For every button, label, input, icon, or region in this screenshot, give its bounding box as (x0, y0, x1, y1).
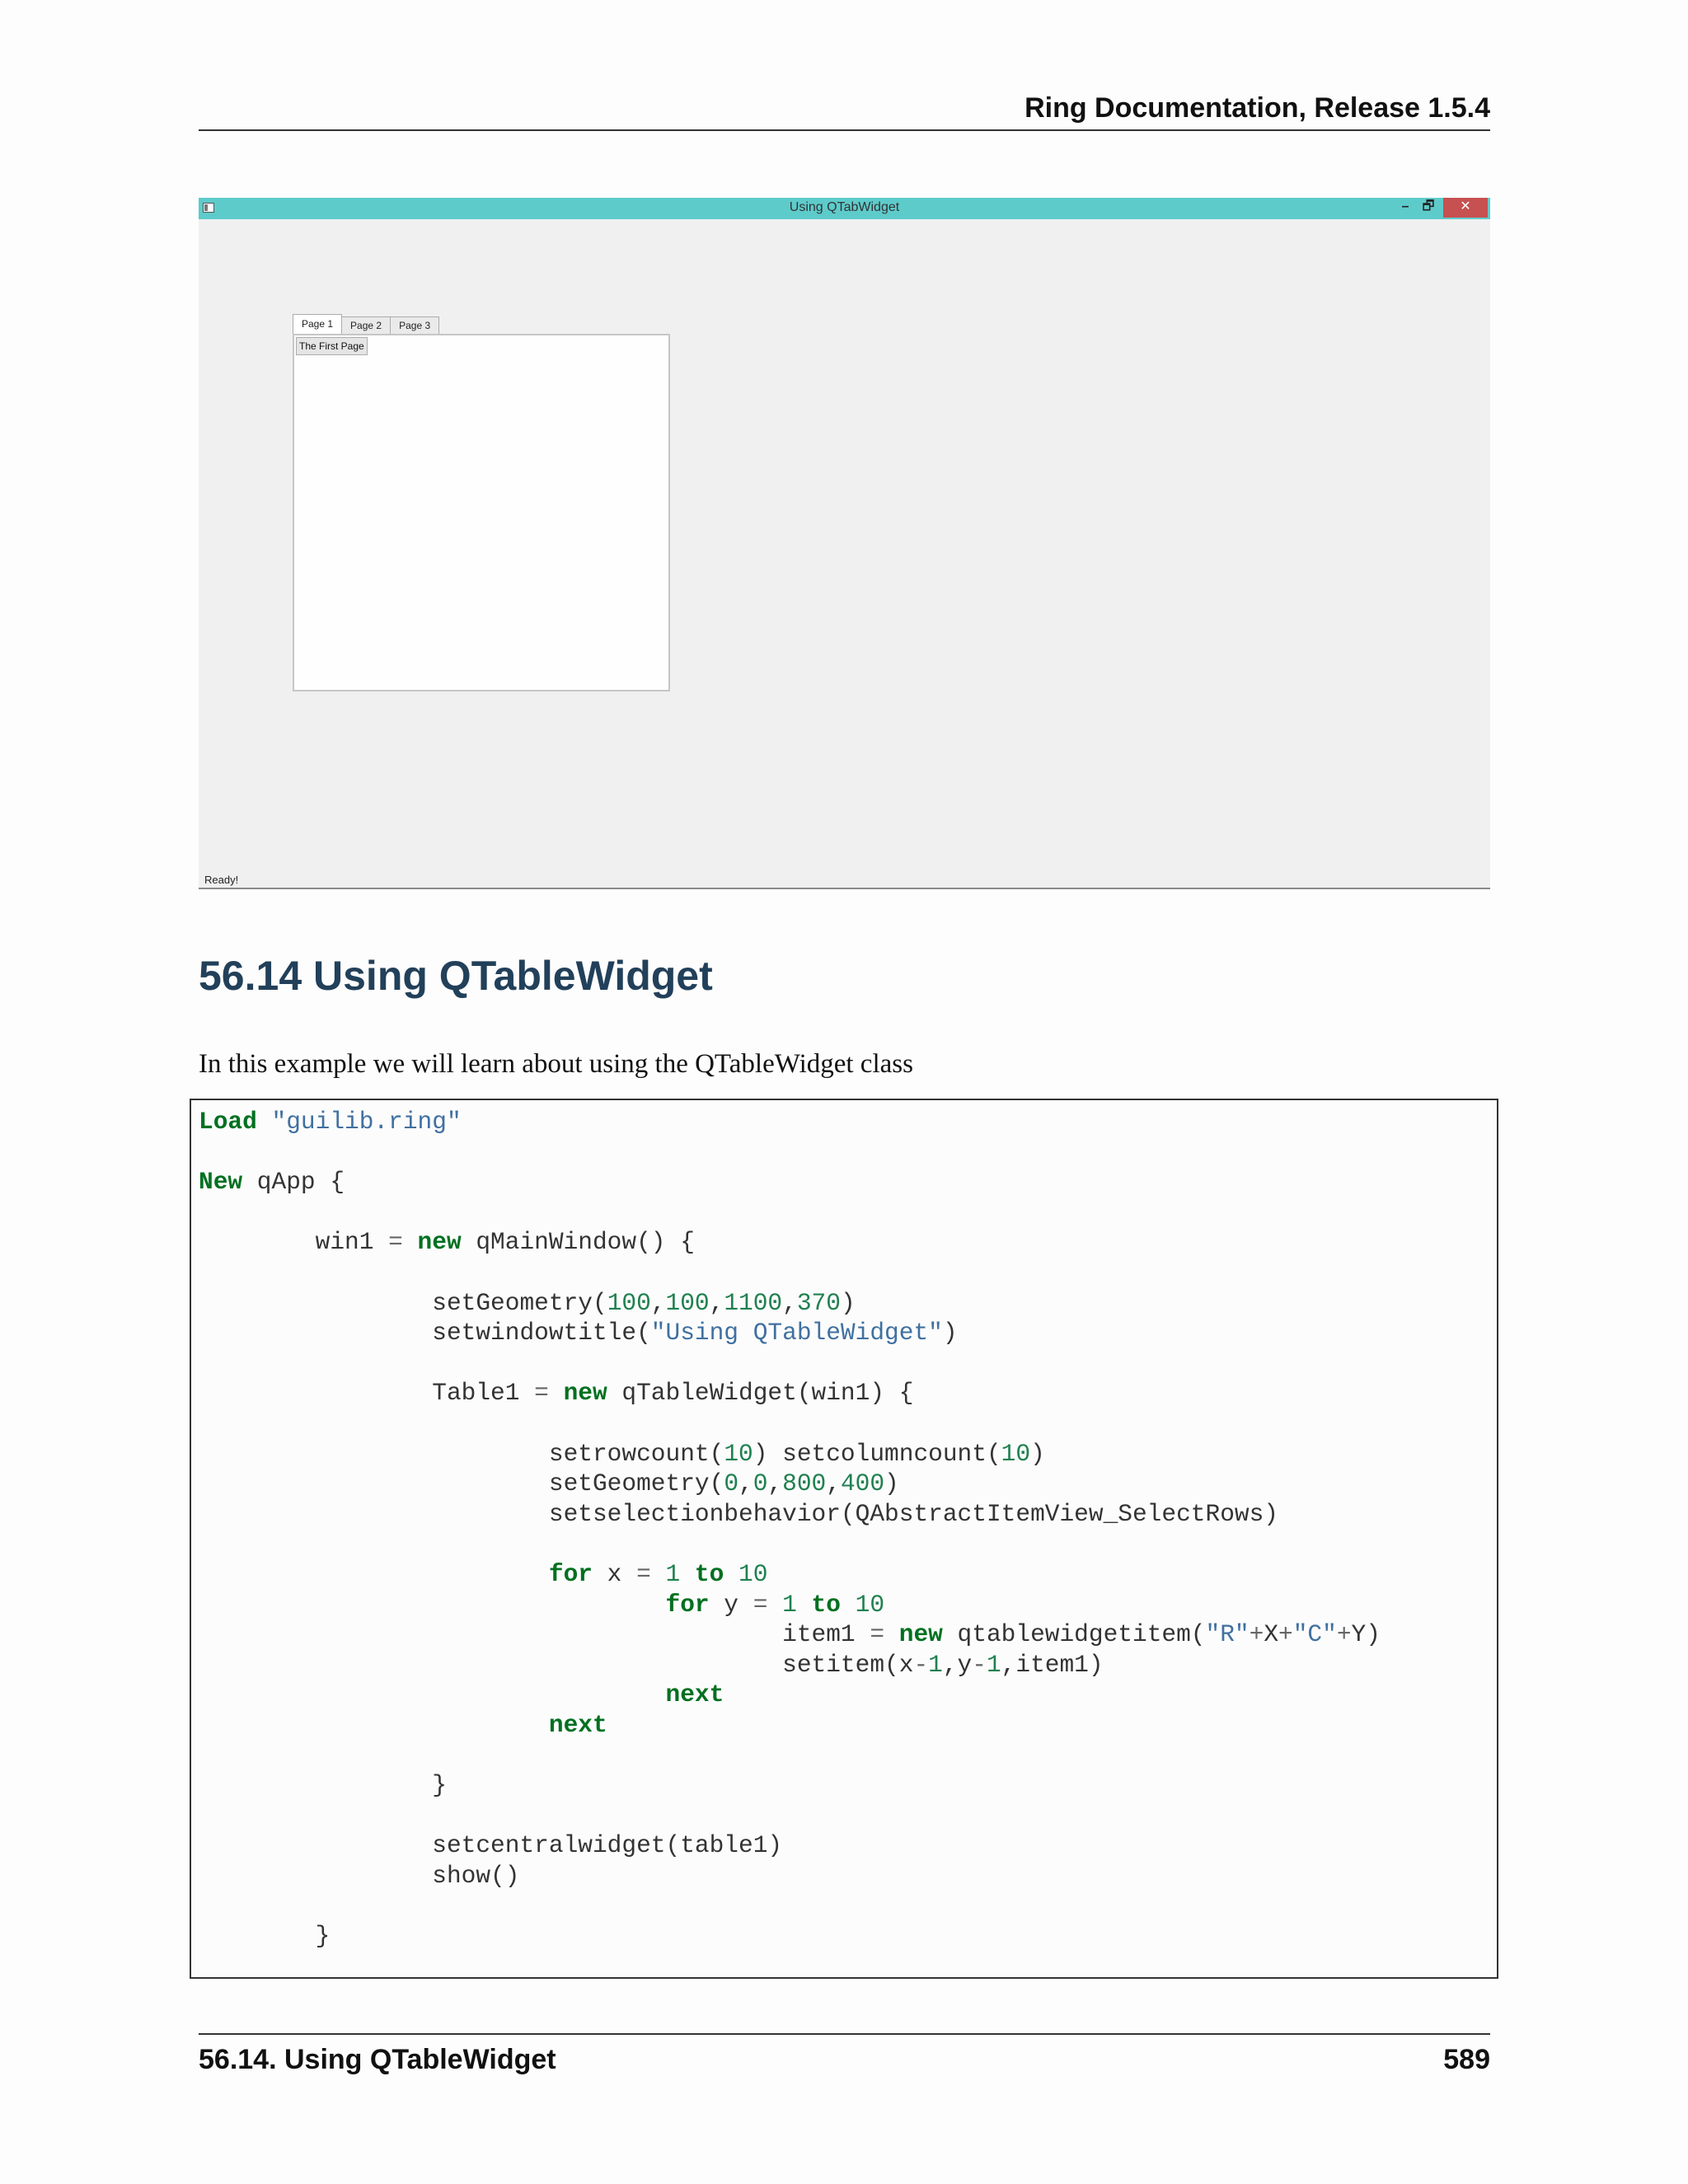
code-token: setitem(x (199, 1650, 914, 1679)
code-line (199, 1408, 1381, 1439)
code-token: setselectionbehavior(QAbstractItemView_SelectRows) (199, 1499, 1279, 1528)
close-icon[interactable]: ✕ (1443, 198, 1488, 218)
code-token: qApp { (242, 1168, 345, 1197)
code-token: , (738, 1469, 753, 1498)
tab-page-2[interactable]: Page 2 (341, 316, 391, 335)
code-token: setGeometry( (199, 1469, 724, 1498)
code-line (199, 1378, 1381, 1408)
code-token: ) (1030, 1439, 1045, 1468)
code-token: - (972, 1650, 987, 1679)
code-line (199, 1499, 1381, 1530)
code-token: X (1264, 1620, 1279, 1649)
code-token (199, 1711, 549, 1739)
status-bar-text: Ready! (204, 874, 239, 886)
code-token: y (709, 1590, 753, 1619)
code-token: New (199, 1168, 243, 1197)
code-line (199, 1258, 1381, 1288)
code-token: 1100 (724, 1288, 783, 1317)
code-lines (199, 1107, 1381, 1952)
code-token: new (417, 1228, 462, 1257)
code-block (190, 1099, 1498, 1979)
code-token: setGeometry( (199, 1288, 607, 1317)
restore-icon[interactable]: 🗗 (1422, 199, 1435, 213)
code-token: 1 (928, 1650, 943, 1679)
code-line (199, 1529, 1381, 1559)
code-token: , (826, 1469, 841, 1498)
code-token: ) (840, 1288, 856, 1317)
code-token: "R" (1205, 1620, 1250, 1649)
code-token (797, 1591, 812, 1619)
code-token: "guilib.ring" (271, 1108, 462, 1136)
code-token (724, 1560, 738, 1588)
code-line (199, 1137, 1381, 1168)
code-token: ) (884, 1469, 899, 1498)
code-line (199, 1891, 1381, 1921)
code-token: } (199, 1771, 447, 1800)
minimize-icon[interactable]: – (1401, 199, 1409, 213)
tab-page-1[interactable]: Page 1 (293, 314, 342, 335)
code-token: Y) (1351, 1620, 1381, 1649)
code-token: 10 (1001, 1439, 1031, 1468)
code-token (403, 1228, 418, 1256)
tab-bar (293, 314, 438, 335)
code-token (841, 1591, 856, 1619)
code-token: 800 (782, 1469, 827, 1498)
code-token: 10 (738, 1559, 768, 1588)
window-title: Using QTabWidget (789, 200, 900, 214)
code-token: ) setcolumncount( (753, 1439, 1001, 1468)
code-token: setwindowtitle( (199, 1319, 651, 1347)
code-line (199, 1710, 1381, 1741)
code-token: , (709, 1288, 724, 1317)
page-number: 589 (1443, 2044, 1490, 2075)
code-line (199, 1227, 1381, 1258)
code-token: , (767, 1469, 783, 1498)
code-token: 1 (986, 1650, 1001, 1679)
first-page-button[interactable]: The First Page (296, 337, 368, 355)
code-line (199, 1921, 1381, 1952)
code-token: setrowcount( (199, 1439, 724, 1468)
code-token: x (592, 1559, 637, 1588)
code-token: 1 (665, 1559, 681, 1588)
code-line (199, 1619, 1381, 1650)
code-line (199, 1770, 1381, 1801)
code-line (199, 1801, 1381, 1831)
code-token: 100 (665, 1288, 710, 1317)
code-line (199, 1318, 1381, 1348)
code-token: + (1278, 1620, 1293, 1649)
code-token: 1 (782, 1590, 797, 1619)
code-token (199, 1560, 549, 1588)
code-token: } (199, 1922, 331, 1951)
code-token: setcentralwidget(table1) (199, 1831, 783, 1860)
code-token (257, 1108, 272, 1136)
tab-page-3[interactable]: Page 3 (390, 316, 439, 335)
code-token: new (898, 1620, 943, 1649)
code-token: "C" (1292, 1620, 1337, 1649)
code-token (767, 1591, 782, 1619)
code-token: = (636, 1559, 651, 1588)
code-token: next (665, 1680, 724, 1709)
code-token: , (782, 1288, 797, 1317)
code-token: show() (199, 1861, 520, 1890)
window-titlebar[interactable] (199, 198, 1490, 219)
code-token: = (870, 1620, 885, 1649)
code-token: 400 (840, 1469, 885, 1498)
code-token: = (753, 1590, 768, 1619)
code-token (549, 1379, 564, 1407)
code-line (199, 1197, 1381, 1228)
code-line (199, 1740, 1381, 1770)
code-token: "Using QTableWidget" (650, 1319, 943, 1347)
code-token (199, 1680, 666, 1708)
code-token: to (811, 1590, 841, 1619)
code-token: 100 (607, 1288, 651, 1317)
code-token: 10 (724, 1439, 753, 1468)
code-token: 370 (796, 1288, 841, 1317)
code-line (199, 1288, 1381, 1319)
header-rule (199, 129, 1490, 131)
code-token: = (534, 1379, 549, 1408)
code-token: next (548, 1710, 607, 1739)
running-header: Ring Documentation, Release 1.5.4 (1025, 92, 1490, 124)
code-token: 0 (753, 1469, 768, 1498)
code-token: for (665, 1590, 710, 1619)
code-token: 10 (855, 1590, 885, 1619)
code-token (884, 1620, 899, 1648)
footer-section-title: 56.14. Using QTableWidget (199, 2044, 556, 2075)
section-heading: 56.14 Using QTableWidget (199, 953, 713, 999)
intro-paragraph: In this example we will learn about using the QTableWidget class (199, 1049, 913, 1079)
code-token: Load (199, 1108, 257, 1136)
code-token (199, 1591, 666, 1619)
code-token: = (388, 1228, 403, 1257)
code-token: ) (942, 1319, 958, 1347)
code-token (651, 1560, 666, 1588)
qt-window-screenshot (199, 198, 1490, 889)
code-token: win1 (199, 1228, 389, 1257)
code-token: qTableWidget(win1) { (607, 1379, 914, 1408)
code-token (680, 1560, 695, 1588)
code-line (199, 1680, 1381, 1710)
code-line (199, 1348, 1381, 1379)
code-line (199, 1167, 1381, 1197)
tab-pane (293, 334, 670, 691)
code-token: new (563, 1379, 607, 1408)
code-token: item1 (199, 1620, 870, 1649)
code-token: Table1 (199, 1379, 535, 1408)
code-token: 0 (724, 1469, 739, 1498)
code-token: + (1336, 1620, 1352, 1649)
code-token: for (548, 1559, 593, 1588)
code-line (199, 1469, 1381, 1499)
code-line (199, 1590, 1381, 1620)
code-token: , (650, 1288, 666, 1317)
code-token: ,y (942, 1650, 973, 1679)
code-token: + (1249, 1620, 1264, 1649)
code-line (199, 1861, 1381, 1891)
footer-rule (199, 2033, 1490, 2035)
code-line (199, 1107, 1381, 1137)
code-token: ,item1) (1001, 1650, 1104, 1679)
code-line (199, 1650, 1381, 1680)
code-line (199, 1559, 1381, 1590)
code-token: - (913, 1650, 929, 1679)
code-token: qMainWindow() { (461, 1228, 695, 1257)
code-line (199, 1830, 1381, 1861)
code-token: to (694, 1559, 724, 1588)
code-line (199, 1439, 1381, 1469)
code-token: qtablewidgetitem( (942, 1620, 1206, 1649)
